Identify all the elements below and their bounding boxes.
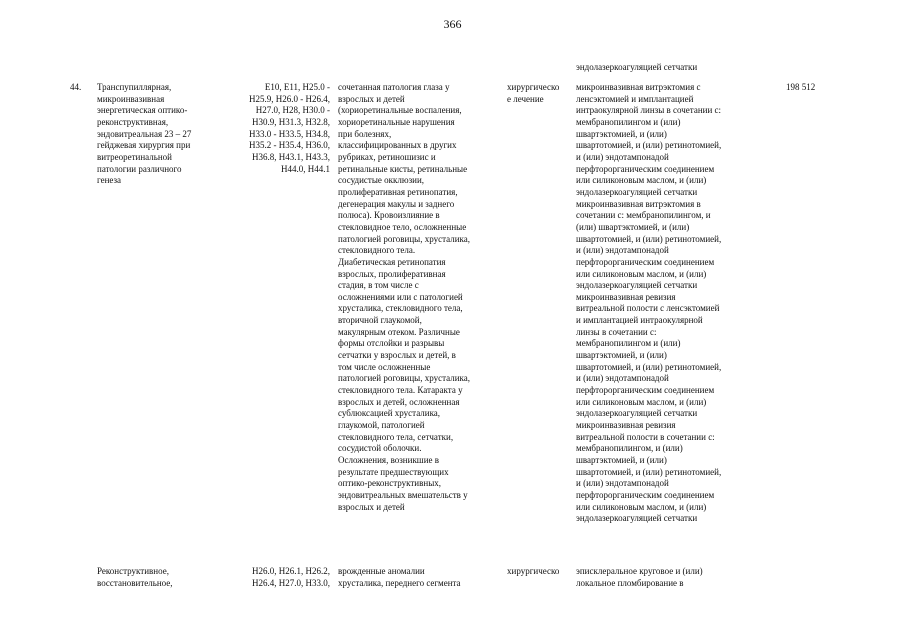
- treatment-method: микроинвазивная витрэктомия с ленсэктомией и имплантацией интраокулярной линзы в сочетании с: мембранопилингом и (или) швартэктомией, и (или) швартотомией, и (или) ретинотомией, и (или) эндотампонадой перфторорганическим соединением или силиконовым маслом, и (или) эндолазеркоагуляцией сетчатки микроинвазивная витрэктомия в сочетании с: мембранопилингом, и (или) швартэктомией, и (или) швартотомией, и (или) ретинотомией, и (или) эндотампонадой перфторорганическим соединением или силиконовым маслом, и (или) эндолазеркоагуляцией сетчатки микроинвазивная ревизия витреальной полости с ленсэктомией и имплантацией интраокулярной линзы в сочетании с: мембранопилингом и (или) швартэктомией, и (или) швартотомией, и (или) ретинотомией, и (или) эндотампонадой перфторорганическим соединением или силиконовым маслом, и (или) эндолазеркоагуляцией сетчатки микроинвазивная ревизия витреальной полости в сочетании с: мембранопилингом, и (или) швартэктомией, и (или) швартотомией, и (или) ретинотомией, и (или) эндотампонадой перфторорганическим соединением или силиконовым маслом, и (или) эндолазеркоагуляцией сетчатки: [576, 82, 722, 524]
- icd-codes: H26.0, H26.1, H26.2, H26.4, H27.0, H33.0,: [252, 566, 330, 588]
- carry-over-method-text: эндолазеркоагуляцией сетчатки: [576, 62, 698, 72]
- treatment-type: хирургическо е лечение: [507, 82, 560, 104]
- treatment-type: хирургическо: [507, 566, 560, 576]
- treatment-method: эписклеральное круговое и (или) локальное пломбирование в: [576, 566, 703, 588]
- procedure-name: Реконструктивное, восстановительное,: [97, 566, 173, 588]
- icd-codes: E10, E11, H25.0 - H25.9, H26.0 - H26.4, H27.0, H28, H30.0 - H30.9, H31.3, H32.8, H33.0 - H33.5, H34.8, H35.2 - H35.4, H36.0, H36.8, H43.1, H43.3, H44.0, H44.1: [249, 82, 330, 174]
- price-value: 198 512: [786, 82, 816, 92]
- row-number: 44.: [70, 82, 82, 92]
- diagnosis-description: сочетанная патология глаза у взрослых и детей (хориоретинальные воспаления, хориоретинальные нарушения при болезнях, классифицированных в других рубриках, ретиношизис и ретинальные кисты, ретинальные сосудистые окклюзии, пролиферативная ретинопатия, дегенерация макулы и заднего полюса). Кровоизлияние в стекловидное тело, осложненные патологией роговицы, хрусталика, стекловидного тела. Диабетическая ретинопатия взрослых, пролиферативная стадия, в том числе с осложнениями или с патологией хрусталика, стекловидного тела, вторичной глаукомой, макулярным отеком. Различные формы отслойки и разрывы сетчатки у взрослых и детей, в том числе осложненные патологией роговицы, хрусталика, стекловидного тела. Катаракта у взрослых и детей, осложненная сублюксацией хрусталика, глаукомой, патологией стекловидного тела, сетчатки, сосудистой оболочки. Осложнения, возникшие в результате предшествующих оптико-реконструктивных, эндовитреальных вмешательств у взрослых и детей: [338, 82, 471, 512]
- diagnosis-description: врожденные аномалии хрусталика, переднего сегмента: [338, 566, 461, 588]
- procedure-name: Транспупиллярная, микроинвазивная энергетическая оптико- реконструктивная, эндовитреальная 23 – 27 гейджевая хирургия при витреоретинальной патологии различного генеза: [97, 82, 192, 186]
- page-number: 366: [443, 17, 462, 31]
